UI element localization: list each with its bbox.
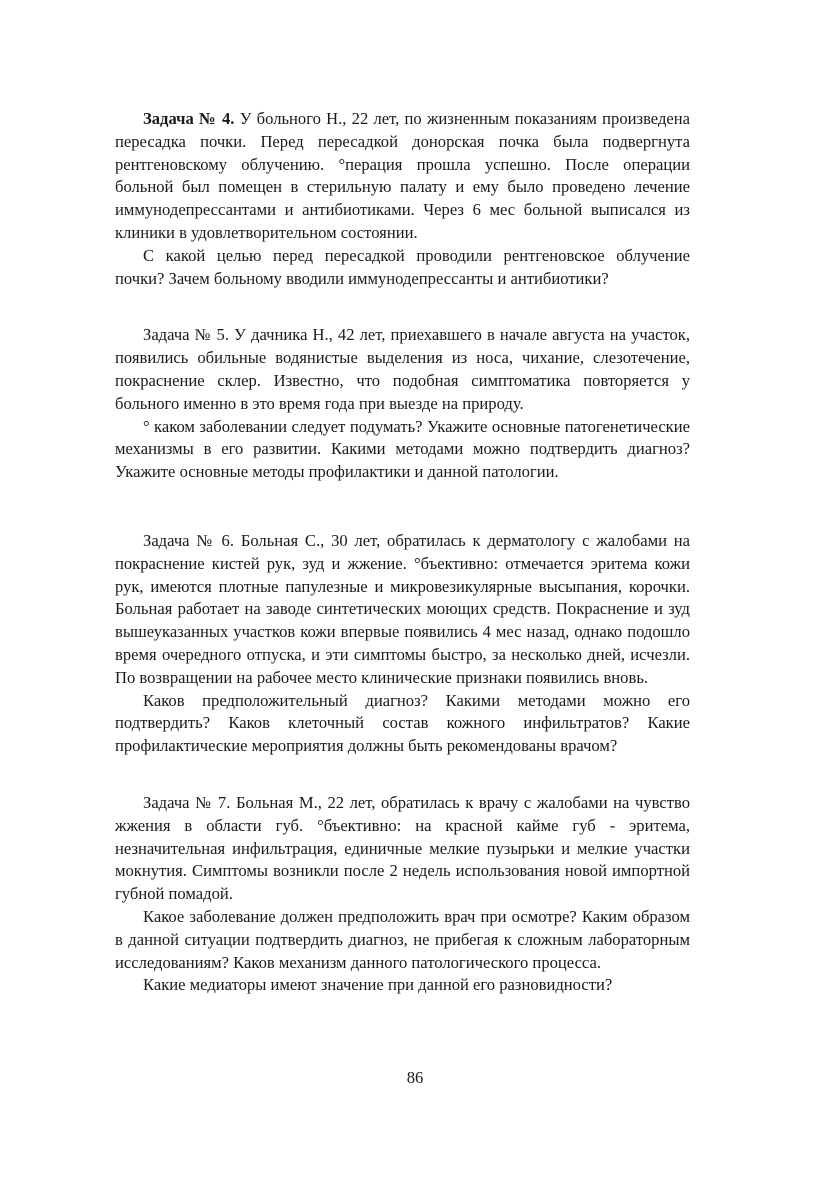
task-7-label: Задача № 7. [143,792,231,812]
task-6-label: Задача № 6. [143,530,235,550]
task-7-paragraph-3: Какие медиаторы имеют значение при данной его разновидности? [143,975,613,995]
task-7-paragraph-2: Какое заболевание должен предположить врач при осмотре? Каким образом в данной ситуации подтвердить диагноз, не прибегая к сложным лабораторным исследованиям? Каков механизм данного патологического процесса. [115,906,690,972]
task-6-paragraph-1 [115,530,690,690]
task-4-label: Задача № 4. [143,109,235,128]
task-5-paragraph-1 [115,324,690,415]
page-number: 86 [406,1068,424,1087]
task-6-text: Больная С., 30 лет, обратилась к дерматологу с жалобами на покраснение кистей рук, зуд и жжение. °бъективно: отмечается эритема кожи рук, имеются плотные папулезные и микровезикулярные высыпания, корочки. Больная работает на заводе синтетических моющих средств. Покраснение и зуд вышеуказанных участков кожи впервые появились 4 мес назад, однако подошло время очередного отпуска, и эти симптомы быстро, за несколько дней, исчезли. По возвращении на рабочее место клинические признаки появились вновь. [115,530,691,687]
task-4 [115,108,690,290]
task-5-label: Задача № 5. [143,325,230,345]
task-7-text: Больная М., 22 лет, обратилась к врачу с жалобами на чувство жжения в области губ. °бъективно: на красной кайме губ - эритема, незначительная инфильтрация, единичные мелкие пузырьки и мелкие участки мокнутия. Симптомы возникли после 2 недель использования новой импортной губной помадой. [115,792,690,904]
task-7 [115,792,690,997]
task-5-text: У дачника Н., 42 лет, приехавшего в начале августа на участок, появились обильные водянистые выделения из носа, чихание, слезотечение, покраснение склер. Известно, что подобная симптоматика повторяется у больного именно в это время года при выезде на природу. [115,325,691,413]
task-5-paragraph-2: ° каком заболевании следует подумать? Укажите основные патогенетические механизмы в его развитии. Какими методами можно подтвердить диагноз? Укажите основные методы профилактики и данной патологии. [115,416,690,482]
task-4-paragraph-1 [115,108,690,245]
document-body [115,108,690,997]
task-4-text: У больного Н., 22 лет, по жизненным показаниям произведена пересадка почки. Перед пересадкой донорская почка была подвергнута рентгеновскому облучению. °перация прошла успешно. После операции больной был помещен в стерильную палату и ему было проведено лечение иммунодепрессантами и антибиотиками. Через 6 мес больной выписался из клиники в удовлетворительном состоянии. [115,109,691,242]
task-4-paragraph-2: С какой целью перед пересадкой проводили рентгеновское облучение почки? Зачем больному вводили иммунодепрессанты и антибиотики? [115,245,690,288]
task-6 [115,530,690,758]
task-7-paragraph-1 [115,792,690,906]
task-5 [115,324,690,484]
task-6-paragraph-2: Каков предположительный диагноз? Какими методами можно его подтвердить? Каков клеточный состав кожного инфильтратов? Какие профилактические мероприятия должны быть рекомендованы врачом? [115,690,690,756]
